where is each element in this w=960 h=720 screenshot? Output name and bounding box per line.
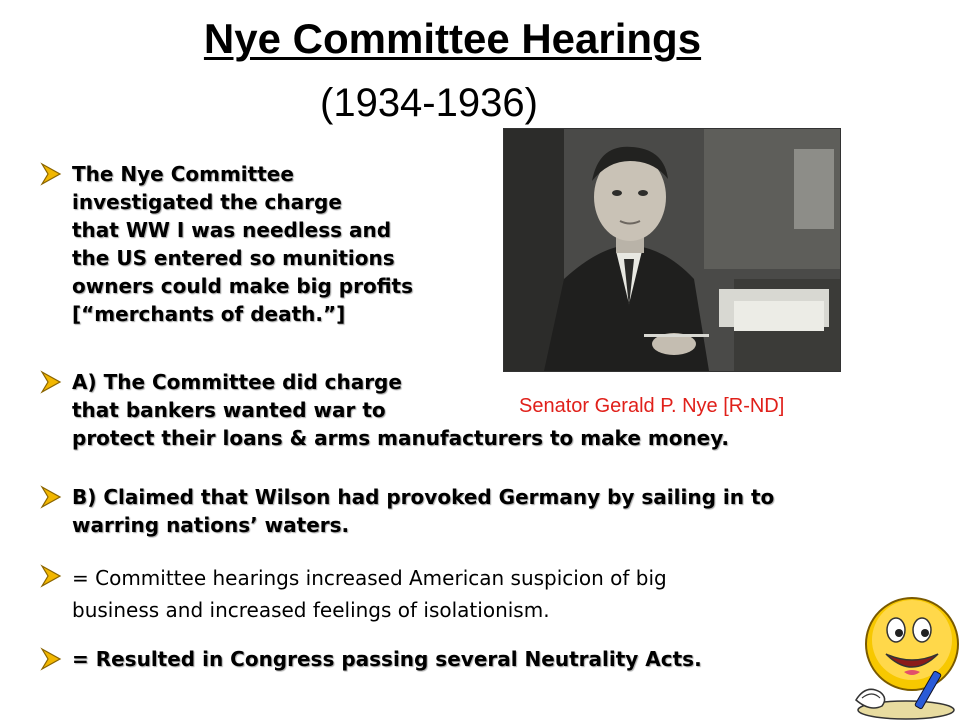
bullet-line: owners could make big profits	[72, 274, 414, 298]
slide-subtitle: (1934-1936)	[320, 81, 538, 125]
bullet-line: = Resulted in Congress passing several Neutrality Acts.	[72, 647, 702, 671]
bullet-line: that bankers wanted war to	[72, 398, 386, 422]
bullet-line: investigated the charge	[72, 190, 342, 214]
bullet-line: [“merchants of death.”]	[72, 302, 346, 326]
arrow-bullet-icon	[40, 646, 62, 672]
bullet-line: protect their loans & arms manufacturers to make money.	[72, 426, 730, 450]
bullet-line: the US entered so munitions	[72, 246, 395, 270]
senator-photo	[503, 128, 841, 372]
photo-caption: Senator Gerald P. Nye [R-ND]	[519, 395, 785, 417]
bullet-line: = Committee hearings increased American suspicion of big	[72, 566, 667, 590]
bullet-line: B) Claimed that Wilson had provoked Germany by sailing in to	[72, 485, 775, 509]
bullet-line: business and increased feelings of isolationism.	[72, 598, 550, 622]
arrow-bullet-icon	[40, 161, 62, 187]
bullet-line: A) The Committee did charge	[72, 370, 402, 394]
arrow-bullet-icon	[40, 369, 62, 395]
arrow-bullet-icon	[40, 484, 62, 510]
bullet-line: that WW I was needless and	[72, 218, 392, 242]
arrow-bullet-icon	[40, 563, 62, 589]
bullet-line: The Nye Committee	[72, 162, 294, 186]
slide-title: Nye Committee Hearings	[203, 15, 702, 62]
smiley-writing-icon	[836, 588, 960, 720]
bullet-line: warring nations’ waters.	[72, 513, 350, 537]
